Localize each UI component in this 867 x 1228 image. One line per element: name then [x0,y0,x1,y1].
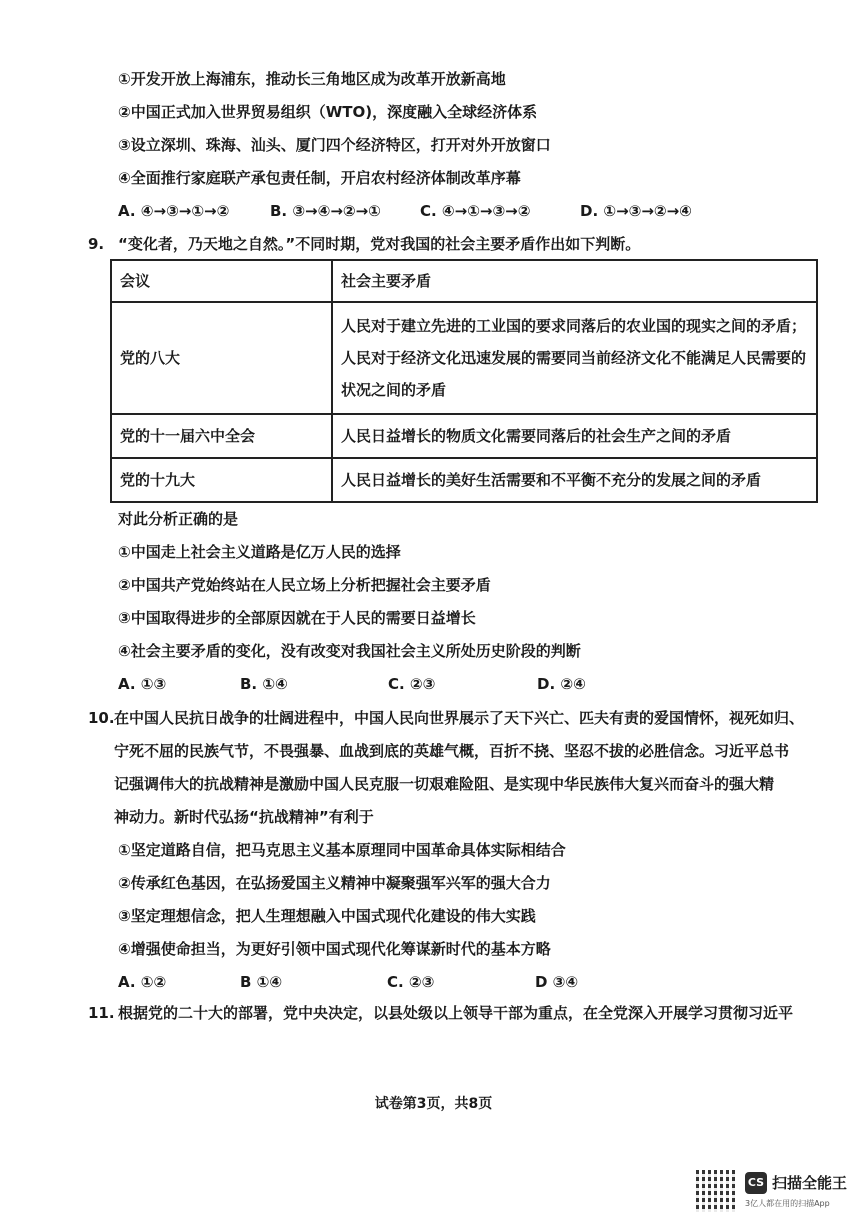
page-footer: 试卷第3页，共8页 [374,1096,493,1112]
watermark-app-name: 扫描全能王 [772,1174,848,1192]
table-header-row [111,260,817,302]
q9-option-2: ②中国共产党始终站在人民立场上分析把握社会主要矛盾 [118,576,491,594]
q9-option-3: ③中国取得进步的全部原因就在于人民的需要日益增长 [118,609,476,627]
q8-choice-b[interactable]: B. ③→④→②→① [270,202,381,220]
table-cell-meeting: 党的十九大 [111,458,332,502]
q10-option-3: ③坚定理想信念，把人生理想融入中国式现代化建设的伟大实践 [118,907,536,925]
q8-option-4: ④全面推行家庭联产承包责任制，开启农村经济体制改革序幕 [118,169,521,187]
watermark-tagline: 3亿人都在用的扫描App [745,1199,830,1208]
q9-stem: “变化者，乃天地之自然。”不同时期，党对我国的社会主要矛盾作出如下判断。 [118,235,641,253]
q8-option-1: ①开发开放上海浦东，推动长三角地区成为改革开放新高地 [118,70,506,88]
q8-choice-c[interactable]: C. ④→①→③→② [420,202,531,220]
q10-choice-a[interactable]: A. ①② [118,973,167,991]
table-header-meeting: 会议 [111,260,332,302]
table-row [111,414,817,458]
q10-choice-c[interactable]: C. ②③ [387,973,435,991]
q10-choice-d[interactable]: D ③④ [535,973,579,991]
table-header-contradiction: 社会主要矛盾 [332,260,817,302]
table-cell-contradiction: 人民日益增长的美好生活需要和不平衡不充分的发展之间的矛盾 [332,458,817,502]
q10-number: 10. [88,709,115,727]
q9-table [110,259,818,503]
camscanner-logo-icon: CS [745,1172,767,1194]
q10-stem-line-1: 在中国人民抗日战争的壮阔进程中，中国人民向世界展示了天下兴亡、匹夫有责的爱国情怀，视死如归、 [114,709,805,727]
table-cell-meeting: 党的八大 [111,302,332,414]
q8-option-3: ③设立深圳、珠海、汕头、厦门四个经济特区，打开对外开放窗口 [118,136,551,154]
q11-number: 11. [88,1004,115,1022]
q9-option-4: ④社会主要矛盾的变化，没有改变对我国社会主义所处历史阶段的判断 [118,642,581,660]
q10-stem-line-4: 神动力。新时代弘扬“抗战精神”有利于 [114,808,374,826]
q10-option-1: ①坚定道路自信，把马克思主义基本原理同中国革命具体实际相结合 [118,841,566,859]
q8-choice-a[interactable]: A. ④→③→①→② [118,202,230,220]
q10-stem-line-3: 记强调伟大的抗战精神是激励中国人民克服一切艰难险阻、是实现中华民族伟大复兴而奋斗的强大精 [114,775,775,793]
q9-number: 9. [88,235,105,253]
table-cell-line: 人民对于经济文化迅速发展的需要同当前经济文化不能满足人民需要的 [341,349,807,367]
table-cell-line: 人民对于建立先进的工业国的要求同落后的农业国的现实之间的矛盾； [341,317,807,335]
q9-prompt: 对此分析正确的是 [118,510,239,528]
q8-choice-d[interactable]: D. ①→③→②→④ [580,202,692,220]
table-cell-line: 状况之间的矛盾 [341,381,447,399]
q11-stem: 根据党的二十大的部署，党中央决定，以县处级以上领导干部为重点，在全党深入开展学习贯彻习近平 [118,1004,794,1022]
table-cell-contradiction: 人民日益增长的物质文化需要同落后的社会生产之间的矛盾 [332,414,817,458]
table-row [111,458,817,502]
q10-option-2: ②传承红色基因，在弘扬爱国主义精神中凝聚强军兴军的强大合力 [118,874,551,892]
q9-choice-d[interactable]: D. ②④ [537,675,586,693]
q10-choice-b[interactable]: B ①④ [240,973,283,991]
table-row [111,302,817,414]
q9-choice-c[interactable]: C. ②③ [388,675,436,693]
q10-stem-line-2: 宁死不屈的民族气节，不畏强暴、血战到底的英雄气概，百折不挠、坚忍不拔的必胜信念。习近平总书 [114,742,790,760]
q9-option-1: ①中国走上社会主义道路是亿万人民的选择 [118,543,401,561]
q9-choice-b[interactable]: B. ①④ [240,675,288,693]
table-cell-contradiction [332,302,817,414]
q9-choice-a[interactable]: A. ①③ [118,675,167,693]
table-cell-meeting: 党的十一届六中全会 [111,414,332,458]
q10-option-4: ④增强使命担当，为更好引领中国式现代化筹谋新时代的基本方略 [118,940,551,958]
qr-code-icon [696,1170,738,1212]
q8-option-2: ②中国正式加入世界贸易组织（WTO)，深度融入全球经济体系 [118,103,538,121]
